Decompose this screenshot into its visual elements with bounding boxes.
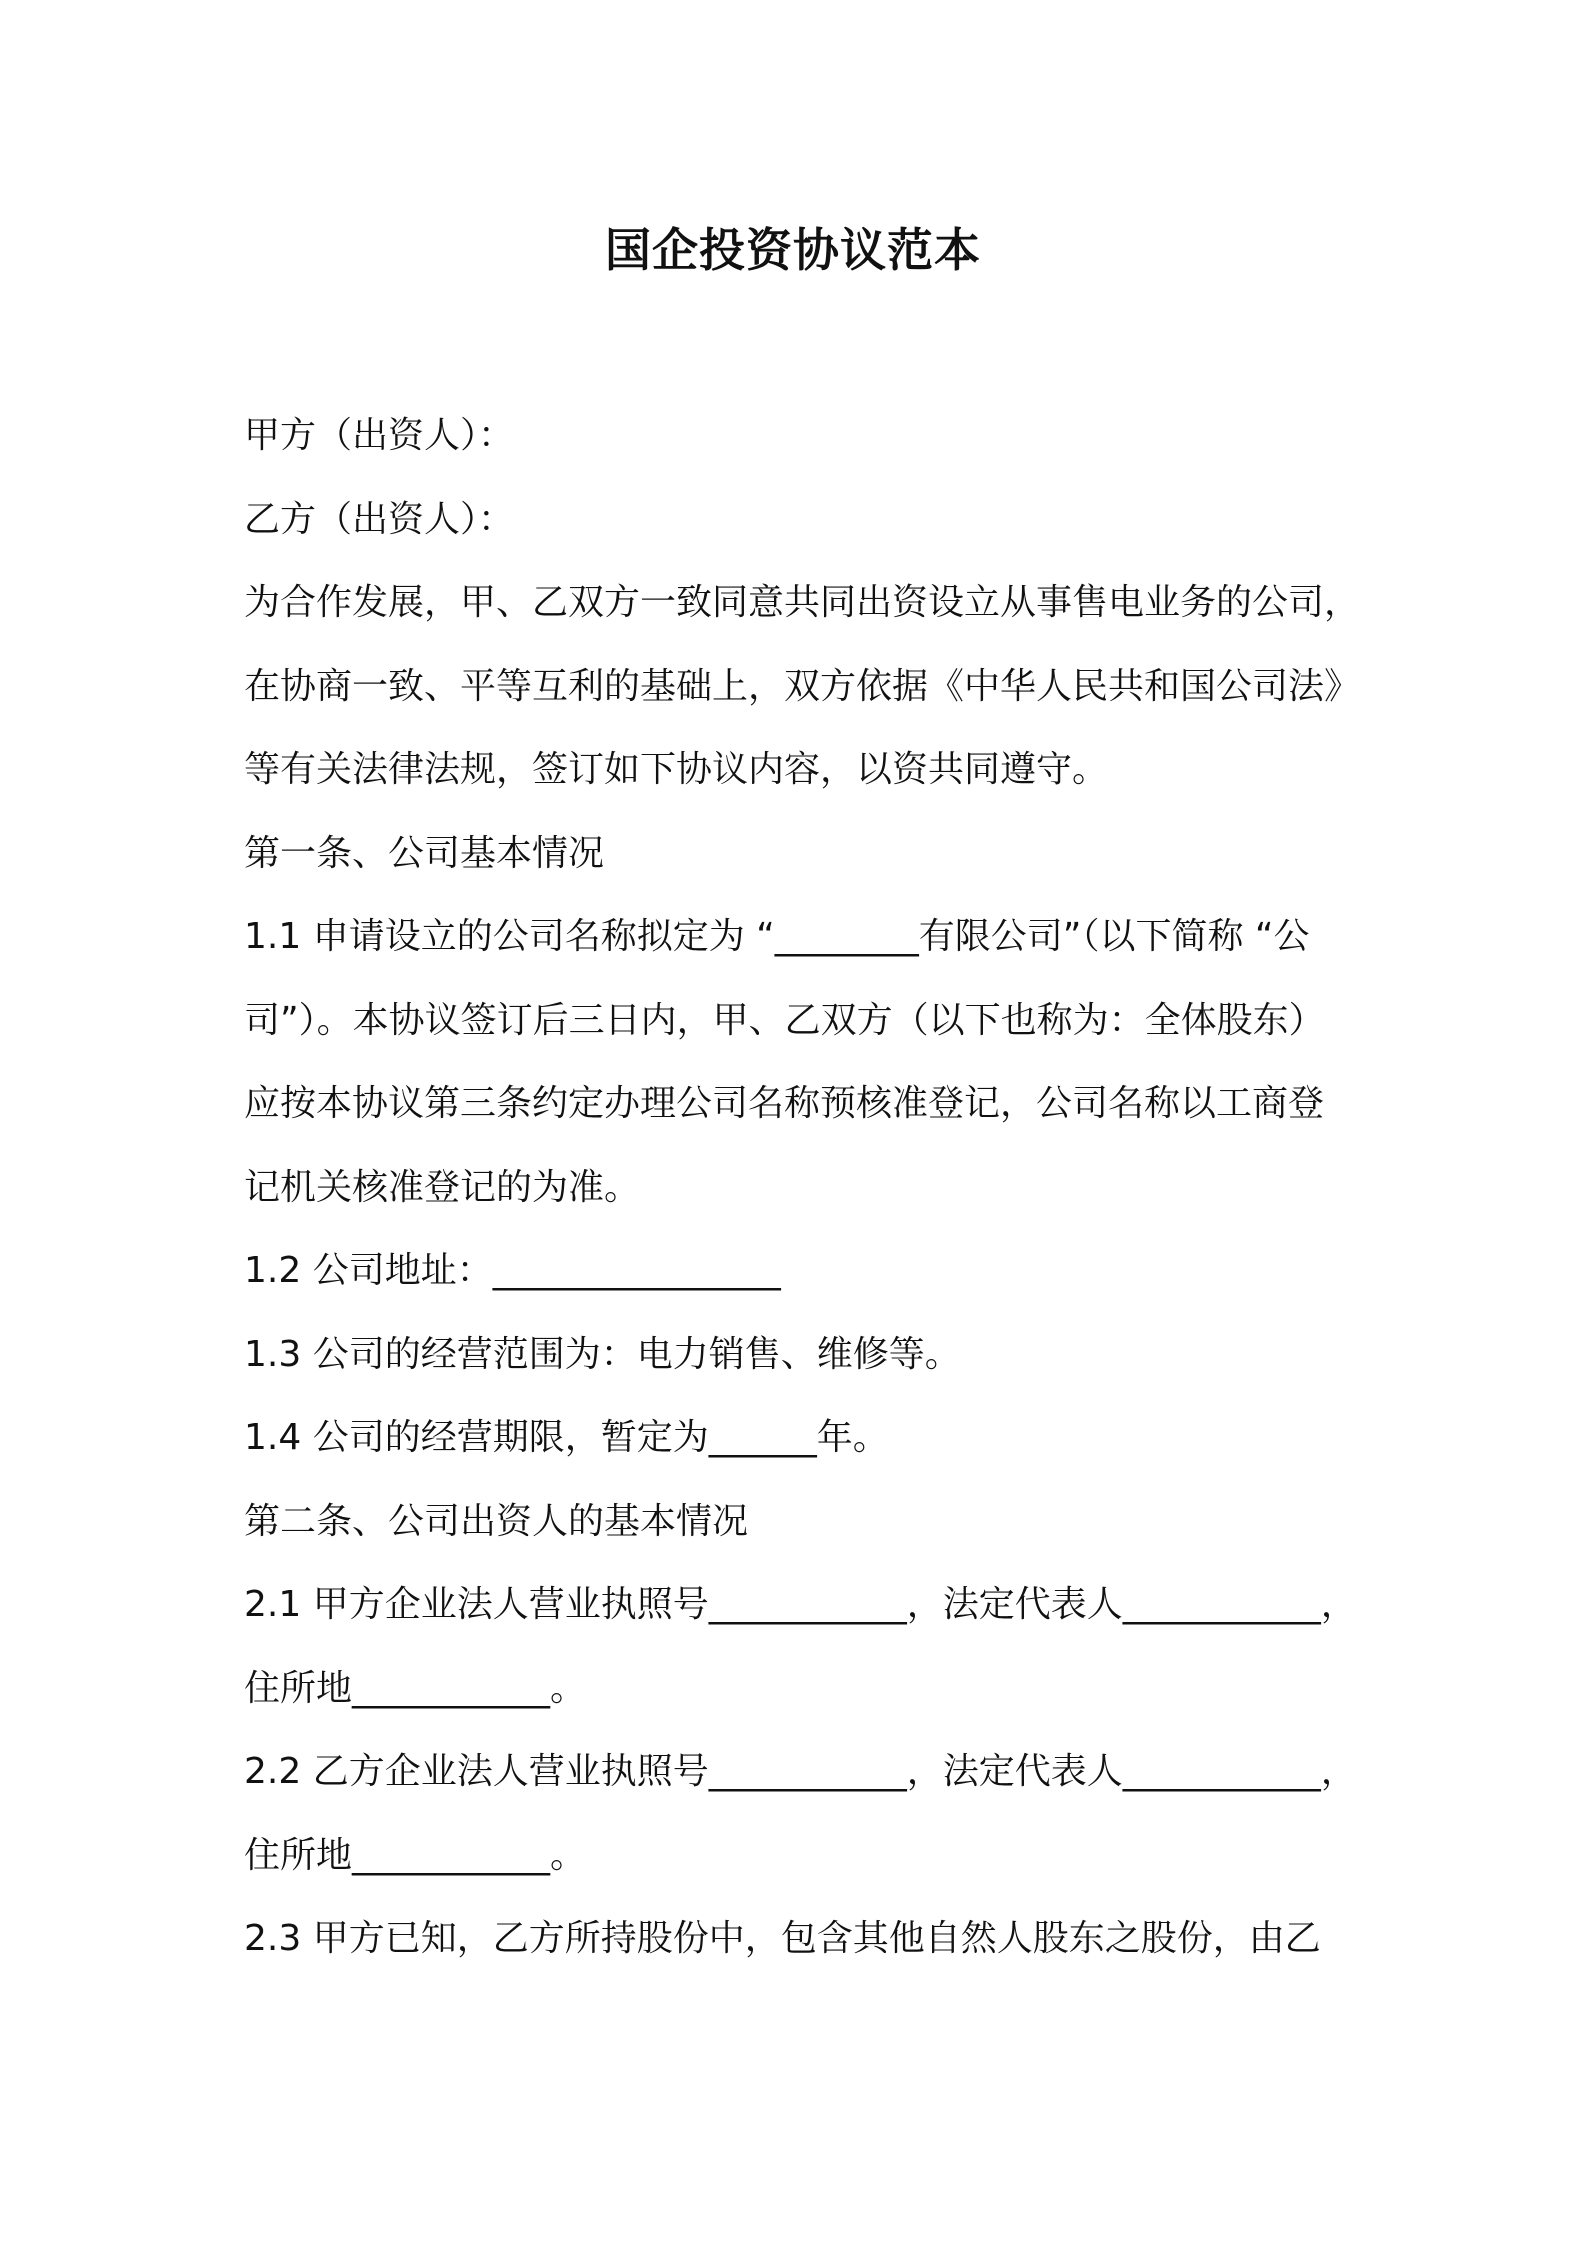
clause-2-2-line: 住所地___________。	[244, 1834, 587, 1876]
document-title: 国企投资协议范本	[605, 223, 981, 277]
clause-1-1-line: 记机关核准登记的为准。	[244, 1166, 641, 1208]
article-1-heading: 第一条、公司基本情况	[244, 832, 605, 874]
clause-2-2-line: 2.2 乙方企业法人营业执照号___________，法定代表人___________，	[244, 1751, 1357, 1792]
article-2-heading: 第二条、公司出资人的基本情况	[244, 1500, 749, 1542]
clause-1-1-line: 应按本协议第三条约定办理公司名称预核准登记，公司名称以工商登	[244, 1083, 1325, 1124]
clause-1-3-line: 1.3 公司的经营范围为：电力销售、维修等。	[244, 1333, 961, 1375]
party-b-line: 乙方（出资人）：	[244, 498, 515, 540]
clause-1-1-line: 司”）。本协议签订后三日内，甲、乙双方（以下也称为：全体股东）	[244, 999, 1325, 1041]
clause-2-1-line: 住所地___________。	[244, 1667, 587, 1709]
clause-2-1-line: 2.1 甲方企业法人营业执照号___________，法定代表人___________，	[244, 1584, 1357, 1625]
clause-1-2-line: 1.2 公司地址：________________	[244, 1250, 781, 1291]
preamble-line: 在协商一致、平等互利的基础上，双方依据《中华人民共和国公司法》	[244, 665, 1361, 707]
preamble-line: 等有关法律法规，签订如下协议内容，以资共同遵守。	[244, 749, 1109, 790]
clause-1-1-line: 1.1 申请设立的公司名称拟定为 “________有限公司”（以下简称 “公	[244, 916, 1310, 957]
clause-1-4-line: 1.4 公司的经营期限，暂定为______年。	[244, 1417, 889, 1458]
preamble-line: 为合作发展，甲、乙双方一致同意共同出资设立从事售电业务的公司，	[244, 582, 1361, 623]
clause-2-3-line: 2.3 甲方已知，乙方所持股份中，包含其他自然人股东之股份，由乙	[244, 1918, 1321, 1959]
party-a-line: 甲方（出资人）：	[244, 415, 515, 456]
document-body	[244, 408, 1364, 1995]
